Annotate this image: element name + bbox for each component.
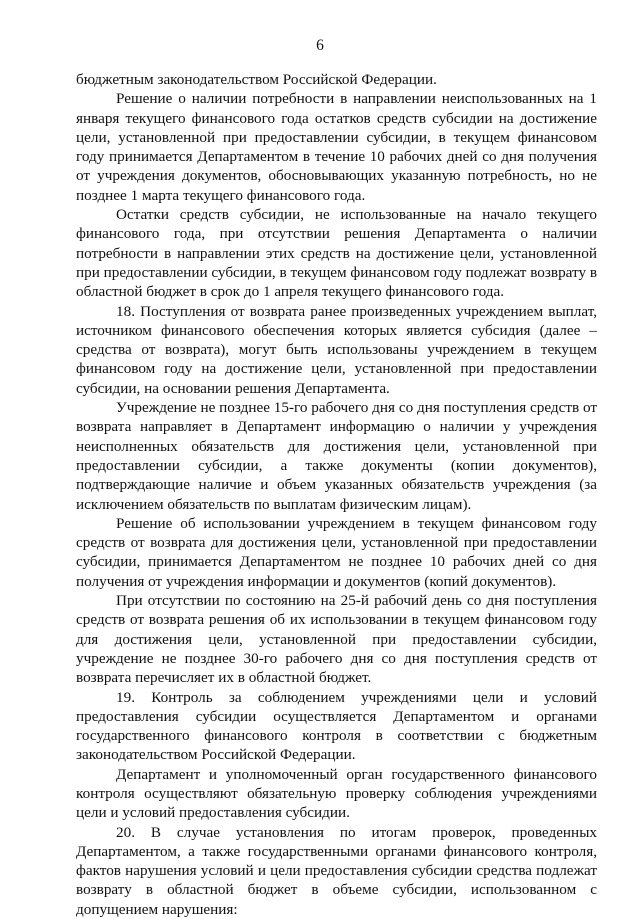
paragraph-clause-19: 19. Контроль за соблюдением учреждениями цели и условий предоставления субсидии осуществляется Департаментом и органами государственного финансового контроля в соответствии с бюджетным законодательством Российской Федерации. — [76, 688, 597, 764]
paragraph-clause-18: 18. Поступления от возврата ранее произведенных учреждением выплат, источником финансового обеспечения которых является субсидия (далее – средства от возврата), могут быть использованы учреждением в текущем финансовом году на достижение цели, установленной при предоставлении субсидии, на основании решения Департамента. — [76, 302, 597, 397]
paragraph-clause-20: 20. В случае установления по итогам проверок, проведенных Департаментом, а также государственными органами финансового контроля, фактов нарушения условий и цели предоставления субсидии средства подлежат возврату в областной бюджет в объеме субсидии, использованном с допущением нарушения: — [76, 823, 597, 918]
document-body — [76, 70, 597, 919]
paragraph-mandatory-check: Департамент и уполномоченный орган государственного финансового контроля осуществляют обязательную проверку соблюдения учреждениями цели и условий предоставления субсидии. — [76, 765, 597, 822]
paragraph-continuation: бюджетным законодательством Российской Федерации. — [76, 71, 437, 88]
paragraph-return-decision: Решение об использовании учреждением в текущем финансовом году средств от возврата для достижения цели, установленной при предоставлении субсидии, принимается Департаментом не позднее 10 рабочих дней со дня получения от учреждения информации и документов (копий документов). — [76, 514, 597, 590]
paragraph-return-transfer: При отсутствии по состоянию на 25-й рабочий день со дня поступления средств от возврата решения об их использовании в текущем финансовом году для достижения цели, установленной при предоставлении субсидии, учреждение не позднее 30-го рабочего дня со дня поступления средств от возврата перечисляет их в областной бюджет. — [76, 592, 597, 687]
paragraph-return-info: Учреждение не позднее 15-го рабочего дня со дня поступления средств от возврата направляет в Департамент информацию о наличии у учреждения неисполненных обязательств для достижения цели, установленной при предоставлении субсидии, а также документы (копии документов), подтверждающие наличие и объем указанных обязательств учреждения (за исключением обязательств по выплатам физическим лицам). — [76, 399, 597, 513]
page-number: 6 — [316, 37, 324, 54]
paragraph-remaining-funds-decision: Решение о наличии потребности в направлении неиспользованных на 1 января текущего финансового года остатков средств субсидии на достижение цели, установленной при предоставлении субсидии, в текущем финансовом году принимается Департаментом в течение 10 рабочих дней со дня получения от учреждения документов, обосновывающих указанную потребность, но не позднее 1 марта текущего финансового года. — [76, 90, 597, 204]
paragraph-unused-funds-return: Остатки средств субсидии, не использованные на начало текущего финансового года, при отсутствии решения Департамента о наличии потребности в направлении этих средств на достижение цели, установленной при предоставлении субсидии, в текущем финансовом году подлежат возврату в областной бюджет в срок до 1 апреля текущего финансового года. — [76, 206, 598, 301]
